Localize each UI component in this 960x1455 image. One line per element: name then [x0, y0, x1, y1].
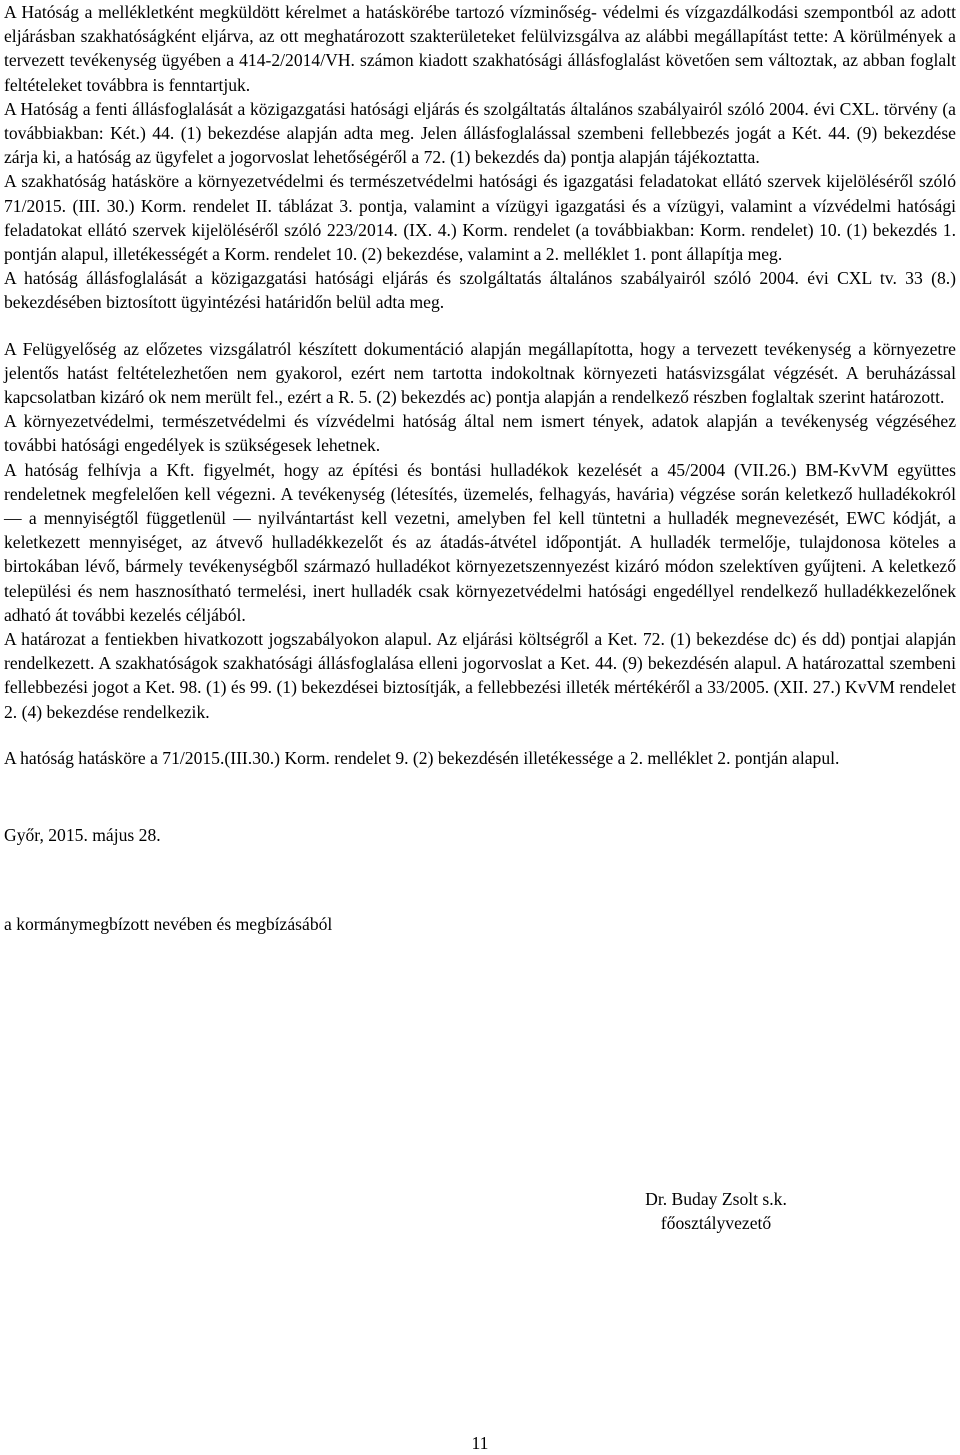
document-body	[4, 0, 956, 937]
paragraph-further-permits: A környezetvédelmi, természetvédelmi és vízvédelmi hatóság által nem ismert tények, adatok alapján a tevékenység végzéséhez további hatósági engedélyek is szükségesek lehetnek.	[4, 411, 956, 456]
signer-name: Dr. Buday Zsolt s.k.	[645, 1189, 787, 1209]
paragraph-deadline: A hatóság állásfoglalását a közigazgatási hatósági eljárás és szolgáltatás általános szabályairól szóló 2004. évi CXL tv. 33 (8.) bekezdésében biztosított ügyintézési határidőn belül adta meg.	[4, 268, 956, 313]
paragraph-competence: A szakhatóság hatásköre a környezetvédelmi és természetvédelmi hatósági és igazgatási feladatokat ellátó szervek kijelöléséről szóló 71/2015. (III. 30.) Korm. rendelet II. táblázat 3. pontja, valamint a vízügyi igazgatási és a vízügyi, valamint a vízvédelmi hatósági feladatokat ellátó szervek kijelöléséről szóló 223/2014. (IX. 4.) Korm. rendelet (a továbbiakban: Korm. rendelet) 10. (1) bekezdés 1. pontján alapul, illetékességét a Korm. rendelet 10. (2) bekezdése, valamint a 2. melléklet 1. pont állapítja meg.	[4, 171, 956, 265]
document-page	[4, 0, 956, 1455]
spacer	[4, 770, 956, 823]
paragraph-assessment: A Felügyelőség az előzetes vizsgálatról készített dokumentáció alapján megállapította, hogy a tervezett tevékenység a környezetre jelentős hatást feltételezhetően nem gyakorol, ezért nem tartotta indokoltnak környezeti hatásvizsgálat végzését. A beruházással kapcsolatban kizáró ok nem merült fel., ezért a R. 5. (2) bekezdés ac) pontja alapján a rendelkező részben foglaltak szerint határozott.	[4, 338, 956, 408]
paragraph-legal-remedy: A határozat a fentiekben hivatkozott jogszabályokon alapul. Az eljárási költségről a Ket. 72. (1) bekezdése dc) és dd) pontjai alapján rendelkezett. A szakhatóságok szakhatósági állásfoglalása elleni jogorvoslat a Ket. 44. (9) bekezdésén alapul. A határozattal szembeni fellebbezési jogot a Ket. 98. (1) és 99. (1) bekezdései biztosítják, a fellebbezési illeték mértékéről a 33/2005. (XII. 27.) KvVM rendelet 2. (4) bekezdése rendelkezik.	[4, 629, 956, 722]
on-behalf-line: a kormánymegbízott nevében és megbízásából	[4, 914, 333, 935]
spacer	[4, 724, 956, 746]
paragraph-findings: A Hatóság a mellékletként megküldött kérelmet a hatáskörébe tartozó vízminőség- védelmi és vízgazdálkodási szempontból az adott eljárásban szakhatóságként eljárva, az ott meghatározott szakterületeket felülvizsgálva az alábbi megállapítást tette: A körülmények a tervezett tevékenység ügyében a 414-2/2014/VH. számon kiadott szakhatósági állásfoglalást követően sem változtak, az abban foglalt feltételeket továbbra is fenntartjuk.	[4, 2, 956, 95]
signature-block	[601, 1187, 831, 1235]
paragraph-waste-handling: A hatóság felhívja a Kft. figyelmét, hogy az építési és bontási hulladékok kezelését a 45/2004 (VII.26.) BM-KvVM együttes rendeletnek megfelelően kell végezni. A tevékenység (létesítés, üzemelés, felhagyás, havária) végzése során keletkező hulladékokról — a mennyiségtől függetlenül — nyilvántartást kell vezetni, amelyben fel kell tüntetni a hulladék megnevezését, EWC kódját, a keletkezett mennyiséget, az átvevő hulladékkezelőt és az átadás-átvétel időpontját. A hulladék termelője, tulajdonosa köteles a birtokában lévő, bármely tevékenységből származó hulladékot környezetszennyezést kizáró módon szelektíven gyűjteni. A keletkező települési és nem hasznosítható termelési, inert hulladék csak környezetvédelmi hatósági engedéllyel rendelkező hulladékkezelőnek adható át további kezelés céljából.	[4, 459, 956, 625]
spacer	[4, 847, 956, 912]
signer-title: főosztályvezető	[660, 1213, 772, 1233]
place-date: Győr, 2015. május 28.	[4, 825, 161, 846]
paragraph-authority-competence: A hatóság hatásköre a 71/2015.(III.30.) Korm. rendelet 9. (2) bekezdésén illetékessége a 2. melléklet 2. pontján alapul.	[4, 747, 840, 768]
spacer	[4, 315, 956, 337]
page-number: 11	[471, 1433, 489, 1453]
paragraph-legal-basis: A Hatóság a fenti állásfoglalását a közigazgatási hatósági eljárás és szolgáltatás általános szabályairól szóló 2004. évi CXL. törvény (a továbbiakban: Két.) 44. (1) bekezdése alapján adta meg. Jelen állásfoglalással szembeni fellebbezés jogát a Két. 44. (9) bekezdése zárja ki, a hatóság az ügyfelet a jogorvoslat lehetőségéről a 72. (1) bekezdés da) pontja alapján tájékoztatta.	[4, 98, 956, 168]
